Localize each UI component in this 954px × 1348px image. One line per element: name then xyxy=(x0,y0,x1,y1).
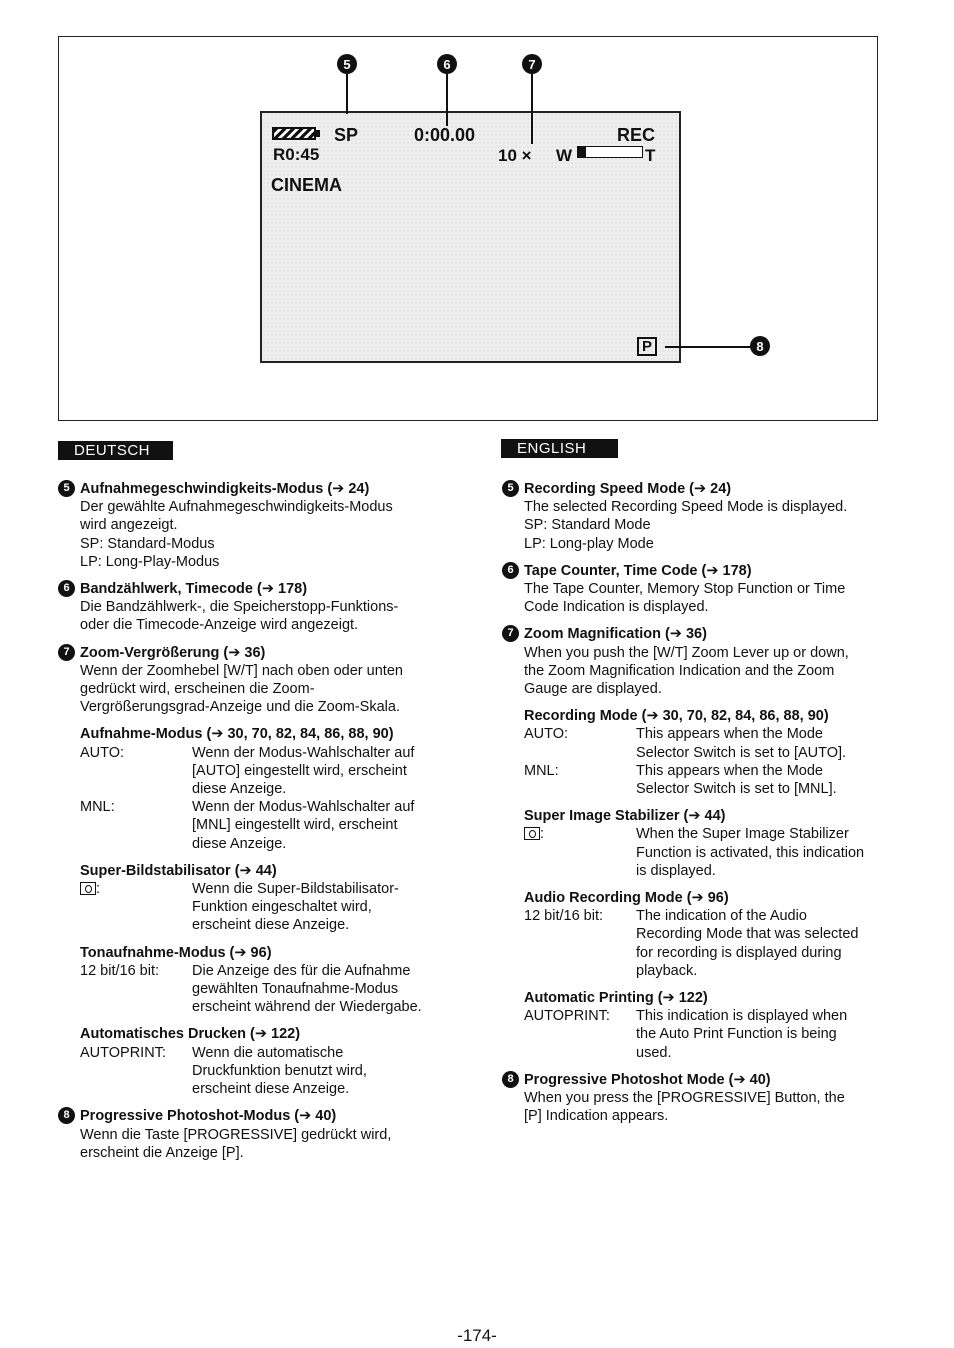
de-print-heading: Automatisches Drucken (➔ 122) xyxy=(80,1026,301,1043)
battery-tip xyxy=(316,130,320,137)
de-s8-title: Progressive Photoshot-Modus (➔ 40) xyxy=(80,1108,337,1125)
en-s8-line: When you press the [PROGRESSIVE] Button, the xyxy=(524,1090,845,1107)
de-print-line: Druckfunktion benutzt wird, xyxy=(192,1062,367,1079)
en-mode-mnl-line: This appears when the Mode xyxy=(636,762,823,779)
stabilizer-icon xyxy=(524,827,540,840)
en-s7-heading xyxy=(507,625,884,643)
en-s5-line: The selected Recording Speed Mode is displayed. xyxy=(524,499,848,516)
osd-zoom-w: W xyxy=(556,146,573,165)
en-print-row xyxy=(524,1007,884,1062)
de-mode-mnl-line: [MNL] eingestellt wird, erscheint xyxy=(192,817,398,834)
en-mode-mnl-line: Selector Switch is set to [MNL]. xyxy=(636,781,837,798)
de-stab-line: Wenn die Super-Bildstabilisator- xyxy=(192,881,399,898)
osd-mode: SP xyxy=(334,125,359,145)
de-s6-line: oder die Timecode-Anzeige wird angezeigt. xyxy=(80,617,359,634)
de-mode-mnl-key: MNL: xyxy=(80,799,115,816)
de-s7-heading xyxy=(63,644,450,662)
en-print-line: used. xyxy=(636,1044,672,1061)
de-stab-row xyxy=(80,880,450,935)
de-stab-line: erscheint diese Anzeige. xyxy=(192,917,350,934)
tab-english: ENGLISH xyxy=(501,439,618,458)
de-stab-colon: : xyxy=(96,881,101,898)
en-s8-heading xyxy=(507,1071,884,1089)
de-mode-auto-line: [AUTO] eingestellt wird, erscheint xyxy=(192,762,407,779)
de-s6-heading xyxy=(63,580,450,598)
osd-zoom-t: T xyxy=(645,146,656,165)
english-column xyxy=(507,480,884,1126)
de-stab-line: Funktion eingeschaltet wird, xyxy=(192,899,372,916)
en-audio-line: Recording Mode that was selected xyxy=(636,926,859,943)
de-s5-line: LP: Long-Play-Modus xyxy=(80,553,220,570)
leader-line-8 xyxy=(665,346,751,348)
zoom-gauge-fill xyxy=(578,147,586,157)
de-s6-number: 6 xyxy=(58,580,75,597)
en-audio-key: 12 bit/16 bit: xyxy=(524,908,603,925)
de-s5-title: Aufnahmegeschwindigkeits-Modus (➔ 24) xyxy=(80,481,370,497)
en-stab-line: When the Super Image Stabilizer xyxy=(636,826,849,843)
de-mode-mnl-row xyxy=(80,798,450,853)
de-audio-line: Die Anzeige des für die Aufnahme xyxy=(192,962,411,979)
en-mode-mnl-key: MNL: xyxy=(524,762,559,779)
leader-line-5 xyxy=(346,74,348,114)
en-s5-heading xyxy=(507,480,884,498)
de-s7-number: 7 xyxy=(58,644,75,661)
de-s5-line: wird angezeigt. xyxy=(80,517,178,534)
de-print-row xyxy=(80,1044,450,1099)
en-audio-heading: Audio Recording Mode (➔ 96) xyxy=(524,890,729,907)
osd-counter: 0:00.00 xyxy=(414,125,476,145)
en-mode-auto-key: AUTO: xyxy=(524,726,569,743)
en-s5-number: 5 xyxy=(502,480,519,497)
de-stab-key xyxy=(80,880,192,935)
de-stab-heading: Super-Bildstabilisator (➔ 44) xyxy=(80,862,277,879)
en-print-key: AUTOPRINT: xyxy=(524,1008,610,1025)
en-s7-line: Gauge are displayed. xyxy=(524,681,662,698)
en-s5-title: Recording Speed Mode (➔ 24) xyxy=(524,481,732,497)
en-s6-line: Code Indication is displayed. xyxy=(524,599,709,616)
de-s5-line: SP: Standard-Modus xyxy=(80,535,215,552)
de-s5-heading xyxy=(63,480,450,498)
en-s5-line: SP: Standard Mode xyxy=(524,517,651,534)
de-audio-heading: Tonaufnahme-Modus (➔ 96) xyxy=(80,944,272,961)
en-mode-auto-line: Selector Switch is set to [AUTO]. xyxy=(636,744,847,761)
en-s7-line: When you push the [W/T] Zoom Lever up or down, xyxy=(524,644,849,661)
osd-remaining: R0:45 xyxy=(273,145,320,164)
callout-5: 5 xyxy=(337,54,357,74)
en-s7-line: the Zoom Magnification Indication and the Zoom xyxy=(524,662,835,679)
en-audio-line: The indication of the Audio xyxy=(636,908,807,925)
de-s7-title: Zoom-Vergrößerung (➔ 36) xyxy=(80,644,266,661)
en-s6-title: Tape Counter, Time Code (➔ 178) xyxy=(524,562,752,579)
de-print-key: AUTOPRINT: xyxy=(80,1044,166,1061)
leader-line-7 xyxy=(531,74,533,144)
de-s6-line: Die Bandzählwerk-, die Speicherstopp-Funktions- xyxy=(80,599,399,616)
de-s5-number: 5 xyxy=(58,480,75,497)
de-print-line: Wenn die automatische xyxy=(192,1044,344,1061)
de-s8-line: Wenn die Taste [PROGRESSIVE] gedrückt wird, xyxy=(80,1126,392,1143)
page-number: -174- xyxy=(457,1326,497,1345)
de-s7-line: Wenn der Zoomhebel [W/T] nach oben oder unten xyxy=(80,662,403,679)
en-s6-number: 6 xyxy=(502,562,519,579)
en-stab-key xyxy=(524,825,636,880)
en-s5-line: LP: Long-play Mode xyxy=(524,535,654,552)
de-s8-number: 8 xyxy=(58,1107,75,1124)
callout-7: 7 xyxy=(522,54,542,74)
en-s8-line: [P] Indication appears. xyxy=(524,1108,669,1125)
de-s5-line: Der gewählte Aufnahmegeschwindigkeits-Modus xyxy=(80,499,393,516)
en-mode-mnl-row xyxy=(524,762,884,798)
osd-cinema: CINEMA xyxy=(271,175,342,195)
progressive-p-icon: P xyxy=(637,337,657,356)
de-mode-mnl-line: diese Anzeige. xyxy=(192,835,287,852)
osd-rec: REC xyxy=(617,125,656,145)
en-s7-title: Zoom Magnification (➔ 36) xyxy=(524,626,707,643)
en-stab-heading: Super Image Stabilizer (➔ 44) xyxy=(524,808,726,825)
de-mode-auto-key: AUTO: xyxy=(80,744,125,761)
de-mode-heading: Aufnahme-Modus (➔ 30, 70, 82, 84, 86, 88, 90) xyxy=(80,726,394,743)
de-s8-heading xyxy=(63,1107,450,1125)
en-print-heading: Automatic Printing (➔ 122) xyxy=(524,990,708,1007)
tab-deutsch: DEUTSCH xyxy=(58,441,173,460)
en-print-line: the Auto Print Function is being xyxy=(636,1026,837,1043)
osd-zoom: 10 × xyxy=(498,146,532,165)
de-mode-mnl-line: Wenn der Modus-Wahlschalter auf xyxy=(192,799,415,816)
en-s6-line: The Tape Counter, Memory Stop Function or Time xyxy=(524,581,846,598)
en-s8-title: Progressive Photoshot Mode (➔ 40) xyxy=(524,1071,771,1088)
leader-line-6 xyxy=(446,74,448,126)
de-audio-key: 12 bit/16 bit: xyxy=(80,962,159,979)
de-print-line: erscheint diese Anzeige. xyxy=(192,1081,350,1098)
de-s7-line: gedrückt wird, erscheinen die Zoom- xyxy=(80,681,315,698)
en-audio-line: for recording is displayed during xyxy=(636,944,842,961)
battery-icon xyxy=(272,127,316,140)
en-stab-line: Function is activated, this indication xyxy=(636,844,865,861)
en-audio-line: playback. xyxy=(636,962,698,979)
de-audio-line: erscheint während der Wiedergabe. xyxy=(192,999,422,1016)
callout-6: 6 xyxy=(437,54,457,74)
callout-8: 8 xyxy=(750,336,770,356)
en-audio-row xyxy=(524,907,884,980)
de-s6-title: Bandzählwerk, Timecode (➔ 178) xyxy=(80,581,308,598)
en-stab-line: is displayed. xyxy=(636,862,716,879)
de-audio-row xyxy=(80,962,450,1017)
de-mode-auto-row xyxy=(80,744,450,799)
en-mode-heading: Recording Mode (➔ 30, 70, 82, 84, 86, 88, 90) xyxy=(524,708,829,725)
de-s7-line: Vergrößerungsgrad-Anzeige und die Zoom-Skala. xyxy=(80,699,400,716)
en-mode-auto-line: This appears when the Mode xyxy=(636,726,823,743)
de-mode-auto-line: Wenn der Modus-Wahlschalter auf xyxy=(192,744,415,761)
de-s8-line: erscheint die Anzeige [P]. xyxy=(80,1144,244,1161)
stabilizer-icon xyxy=(80,882,96,895)
zoom-gauge xyxy=(577,146,643,158)
en-s7-number: 7 xyxy=(502,625,519,642)
en-print-line: This indication is displayed when xyxy=(636,1008,848,1025)
en-s6-heading xyxy=(507,562,884,580)
en-stab-row xyxy=(524,825,884,880)
en-stab-colon: : xyxy=(540,826,545,843)
deutsch-column xyxy=(63,480,450,1162)
en-s8-number: 8 xyxy=(502,1071,519,1088)
de-mode-auto-line: diese Anzeige. xyxy=(192,781,287,798)
en-mode-auto-row xyxy=(524,725,884,761)
de-audio-line: gewählten Tonaufnahme-Modus xyxy=(192,981,399,998)
